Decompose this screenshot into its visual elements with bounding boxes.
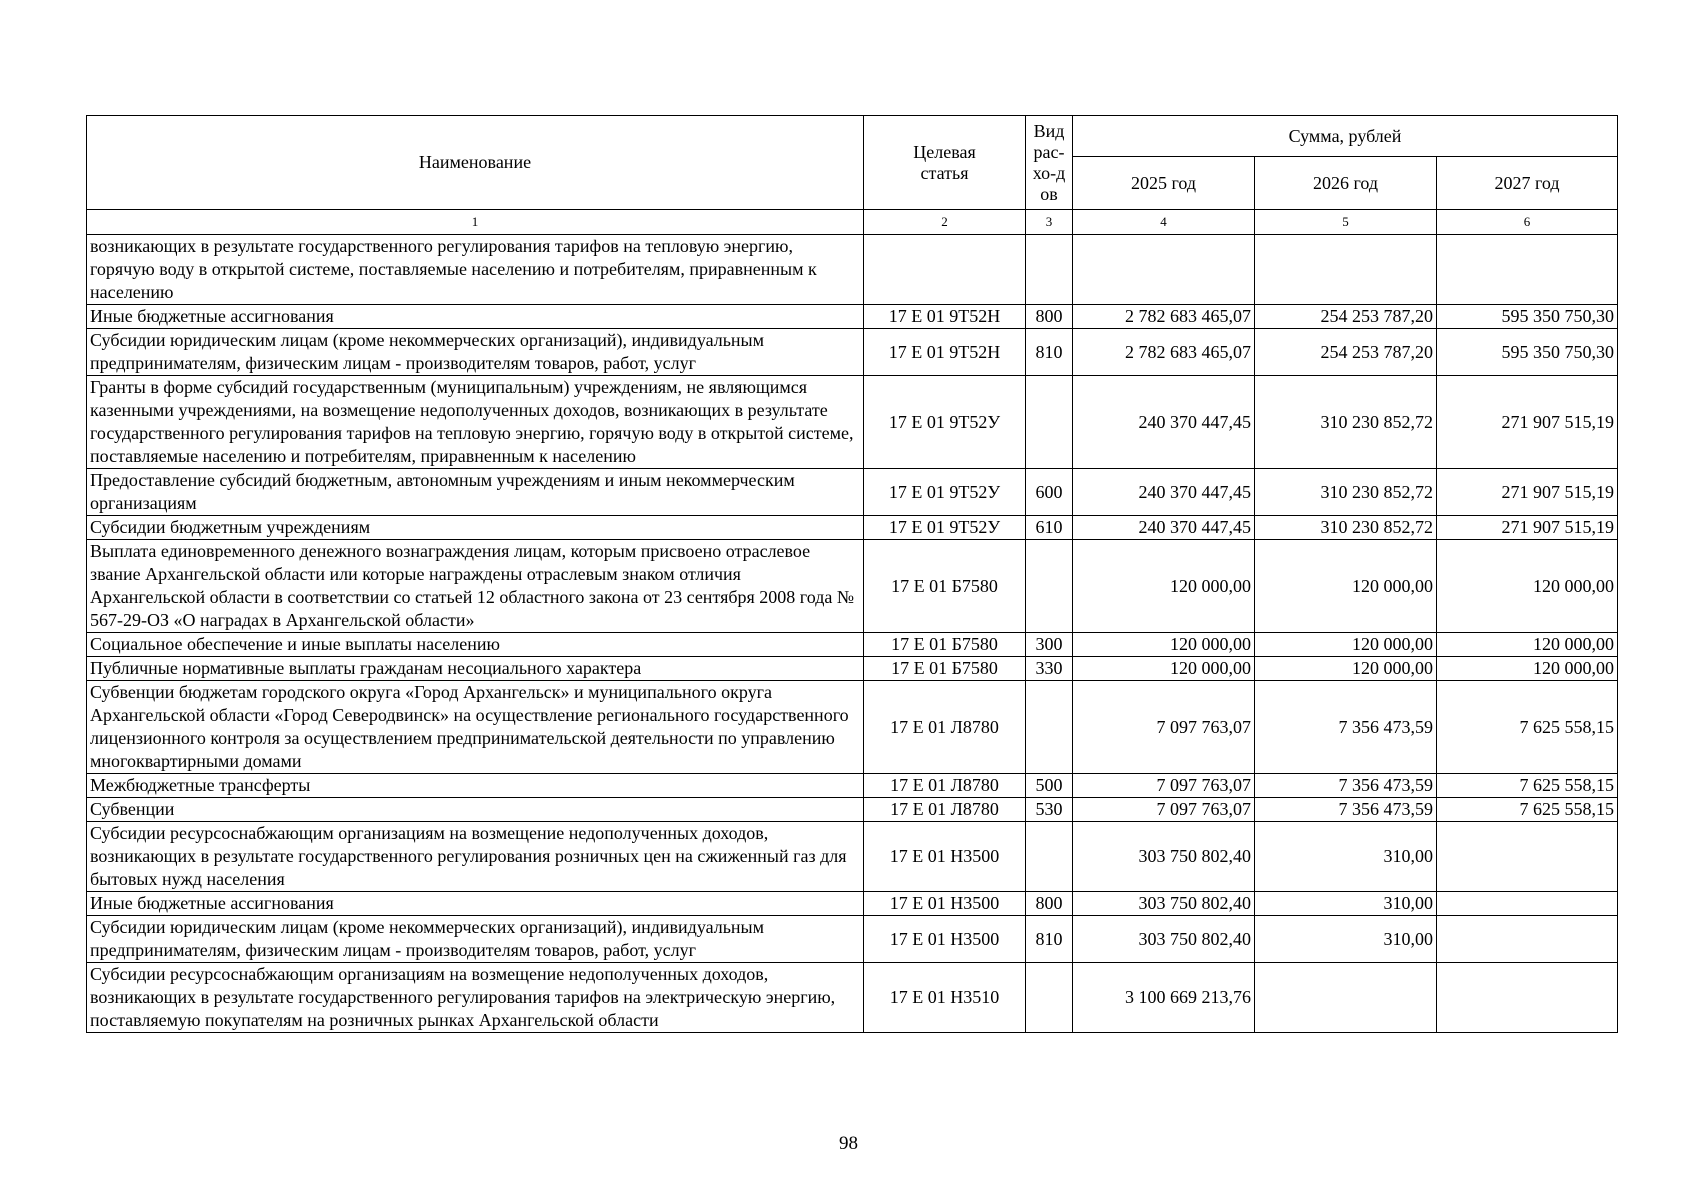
row-expense-kind: 300 <box>1026 633 1073 657</box>
row-sum-2027: 7 625 558,15 <box>1437 774 1618 798</box>
row-sum-2025: 2 782 683 465,07 <box>1073 305 1255 329</box>
row-sum-2026: 120 000,00 <box>1255 657 1437 681</box>
row-target-code: 17 Е 01 9Т52У <box>864 469 1026 516</box>
row-sum-2027 <box>1437 235 1618 305</box>
row-name: Предоставление субсидий бюджетным, автономным учреждениям и иным некоммерческим организациям <box>87 469 864 516</box>
row-target-code: 17 Е 01 Л8780 <box>864 774 1026 798</box>
row-target-code: 17 Е 01 Б7580 <box>864 633 1026 657</box>
row-expense-kind <box>1026 963 1073 1033</box>
row-expense-kind: 530 <box>1026 798 1073 822</box>
row-sum-2027: 120 000,00 <box>1437 633 1618 657</box>
row-name: Субсидии ресурсоснабжающим организациям на возмещение недополученных доходов, возникающих в результате государственного регулирования тарифов на электрическую энергию, поставляемую покупателям на розничных рынках Архангельской области <box>87 963 864 1033</box>
row-target-code: 17 Е 01 Б7580 <box>864 657 1026 681</box>
row-expense-kind: 600 <box>1026 469 1073 516</box>
row-expense-kind <box>1026 540 1073 633</box>
header-row-top <box>87 116 1618 157</box>
row-target-code: 17 Е 01 Л8780 <box>864 798 1026 822</box>
header-kind <box>1026 116 1073 210</box>
row-name: Межбюджетные трансферты <box>87 774 864 798</box>
row-sum-2025: 7 097 763,07 <box>1073 774 1255 798</box>
column-number: 5 <box>1255 210 1437 235</box>
row-sum-2026: 7 356 473,59 <box>1255 798 1437 822</box>
row-sum-2026: 7 356 473,59 <box>1255 681 1437 774</box>
header-sum: Сумма, рублей <box>1073 116 1618 157</box>
row-sum-2027: 595 350 750,30 <box>1437 305 1618 329</box>
column-number: 2 <box>864 210 1026 235</box>
row-sum-2027: 7 625 558,15 <box>1437 798 1618 822</box>
row-expense-kind <box>1026 376 1073 469</box>
row-sum-2027: 120 000,00 <box>1437 657 1618 681</box>
header-target-label: Целевая статья <box>913 141 976 183</box>
row-name: Субсидии бюджетным учреждениям <box>87 516 864 540</box>
row-target-code: 17 Е 01 9Т52Н <box>864 329 1026 376</box>
row-name: возникающих в результате государственного регулирования тарифов на тепловую энергию, горячую воду в открытой системе, поставляемые населению и потребителям, приравненным к населению <box>87 235 864 305</box>
row-sum-2026: 310 230 852,72 <box>1255 516 1437 540</box>
page-number: 98 <box>839 1133 858 1154</box>
table-row <box>87 540 1618 633</box>
column-number: 4 <box>1073 210 1255 235</box>
row-sum-2025: 120 000,00 <box>1073 657 1255 681</box>
row-expense-kind: 800 <box>1026 892 1073 916</box>
row-name: Субвенции бюджетам городского округа «Город Архангельск» и муниципального округа Архангельской области «Город Северодвинск» на осуществление регионального государственного лицензионного контроля за осуществлением предпринимательской деятельности по управлению многоквартирными домами <box>87 681 864 774</box>
row-sum-2025: 240 370 447,45 <box>1073 469 1255 516</box>
row-sum-2027: 271 907 515,19 <box>1437 376 1618 469</box>
header-year-2025: 2025 год <box>1073 157 1255 210</box>
table-row <box>87 963 1618 1033</box>
row-sum-2027 <box>1437 963 1618 1033</box>
row-sum-2025: 240 370 447,45 <box>1073 376 1255 469</box>
row-sum-2027: 271 907 515,19 <box>1437 469 1618 516</box>
table-row <box>87 516 1618 540</box>
row-target-code: 17 Е 01 Н3500 <box>864 892 1026 916</box>
row-sum-2026 <box>1255 235 1437 305</box>
header-target <box>864 116 1026 210</box>
column-number-row <box>87 210 1618 235</box>
row-expense-kind: 500 <box>1026 774 1073 798</box>
row-expense-kind: 330 <box>1026 657 1073 681</box>
table-row <box>87 774 1618 798</box>
row-sum-2025: 7 097 763,07 <box>1073 681 1255 774</box>
header-year-2026: 2026 год <box>1255 157 1437 210</box>
row-target-code: 17 Е 01 Н3500 <box>864 916 1026 963</box>
row-name: Иные бюджетные ассигнования <box>87 892 864 916</box>
row-sum-2026: 310 230 852,72 <box>1255 376 1437 469</box>
row-sum-2026: 310,00 <box>1255 822 1437 892</box>
row-expense-kind: 610 <box>1026 516 1073 540</box>
table-row <box>87 798 1618 822</box>
table-row <box>87 822 1618 892</box>
table-row <box>87 235 1618 305</box>
table-row <box>87 329 1618 376</box>
row-expense-kind <box>1026 681 1073 774</box>
row-target-code: 17 Е 01 Н3510 <box>864 963 1026 1033</box>
row-sum-2025: 3 100 669 213,76 <box>1073 963 1255 1033</box>
table-row <box>87 469 1618 516</box>
row-sum-2025: 303 750 802,40 <box>1073 822 1255 892</box>
row-sum-2026: 120 000,00 <box>1255 540 1437 633</box>
budget-table <box>86 115 1618 1033</box>
row-sum-2026: 310,00 <box>1255 892 1437 916</box>
column-number: 6 <box>1437 210 1618 235</box>
row-sum-2025: 240 370 447,45 <box>1073 516 1255 540</box>
header-name: Наименование <box>87 116 864 210</box>
table-row <box>87 916 1618 963</box>
row-sum-2025: 120 000,00 <box>1073 633 1255 657</box>
row-sum-2026: 254 253 787,20 <box>1255 329 1437 376</box>
row-sum-2025 <box>1073 235 1255 305</box>
column-number: 3 <box>1026 210 1073 235</box>
row-sum-2025: 303 750 802,40 <box>1073 892 1255 916</box>
row-expense-kind: 810 <box>1026 916 1073 963</box>
table-row <box>87 305 1618 329</box>
table-row <box>87 681 1618 774</box>
row-sum-2025: 120 000,00 <box>1073 540 1255 633</box>
row-sum-2027: 595 350 750,30 <box>1437 329 1618 376</box>
row-sum-2026: 120 000,00 <box>1255 633 1437 657</box>
row-target-code <box>864 235 1026 305</box>
row-sum-2027 <box>1437 916 1618 963</box>
row-name: Социальное обеспечение и иные выплаты населению <box>87 633 864 657</box>
row-name: Иные бюджетные ассигнования <box>87 305 864 329</box>
row-sum-2026: 7 356 473,59 <box>1255 774 1437 798</box>
row-sum-2027: 7 625 558,15 <box>1437 681 1618 774</box>
table-row <box>87 657 1618 681</box>
row-sum-2027 <box>1437 892 1618 916</box>
row-target-code: 17 Е 01 9Т52У <box>864 376 1026 469</box>
row-name: Субсидии ресурсоснабжающим организациям на возмещение недополученных доходов, возникающих в результате государственного регулирования розничных цен на сжиженный газ для бытовых нужд населения <box>87 822 864 892</box>
row-sum-2025: 7 097 763,07 <box>1073 798 1255 822</box>
row-target-code: 17 Е 01 Н3500 <box>864 822 1026 892</box>
row-name: Субсидии юридическим лицам (кроме некоммерческих организаций), индивидуальным предпринимателям, физическим лицам - производителям товаров, работ, услуг <box>87 916 864 963</box>
row-target-code: 17 Е 01 9Т52У <box>864 516 1026 540</box>
row-name: Гранты в форме субсидий государственным (муниципальным) учреждениям, не являющимся казенными учреждениями, на возмещение недополученных доходов, возникающих в результате государственного регулирования тарифов на тепловую энергию, горячую воду в открытой системе, поставляемые населению и потребителям, приравненным к населению <box>87 376 864 469</box>
row-expense-kind <box>1026 822 1073 892</box>
row-name: Субсидии юридическим лицам (кроме некоммерческих организаций), индивидуальным предпринимателям, физическим лицам - производителям товаров, работ, услуг <box>87 329 864 376</box>
row-sum-2027: 120 000,00 <box>1437 540 1618 633</box>
row-sum-2025: 303 750 802,40 <box>1073 916 1255 963</box>
row-name: Субвенции <box>87 798 864 822</box>
row-sum-2026: 310,00 <box>1255 916 1437 963</box>
header-year-2027: 2027 год <box>1437 157 1618 210</box>
row-expense-kind: 810 <box>1026 329 1073 376</box>
row-target-code: 17 Е 01 Б7580 <box>864 540 1026 633</box>
row-target-code: 17 Е 01 9Т52Н <box>864 305 1026 329</box>
header-kind-label: Вид рас-хо-дов <box>1032 120 1066 204</box>
row-sum-2026: 310 230 852,72 <box>1255 469 1437 516</box>
row-expense-kind: 800 <box>1026 305 1073 329</box>
row-name: Выплата единовременного денежного вознаграждения лицам, которым присвоено отраслевое звание Архангельской области или которые награждены отраслевым знаком отличия Архангельской области в соответствии со статьей 12 областного закона от 23 сентября 2008 года № 567-29-ОЗ «О наградах в Архангельской области» <box>87 540 864 633</box>
row-name: Публичные нормативные выплаты гражданам несоциального характера <box>87 657 864 681</box>
row-sum-2026: 254 253 787,20 <box>1255 305 1437 329</box>
table-row <box>87 892 1618 916</box>
row-sum-2026 <box>1255 963 1437 1033</box>
table-body <box>87 235 1618 1033</box>
table-row <box>87 633 1618 657</box>
table-row <box>87 376 1618 469</box>
row-sum-2025: 2 782 683 465,07 <box>1073 329 1255 376</box>
row-expense-kind <box>1026 235 1073 305</box>
row-sum-2027: 271 907 515,19 <box>1437 516 1618 540</box>
column-number: 1 <box>87 210 864 235</box>
row-sum-2027 <box>1437 822 1618 892</box>
row-target-code: 17 Е 01 Л8780 <box>864 681 1026 774</box>
